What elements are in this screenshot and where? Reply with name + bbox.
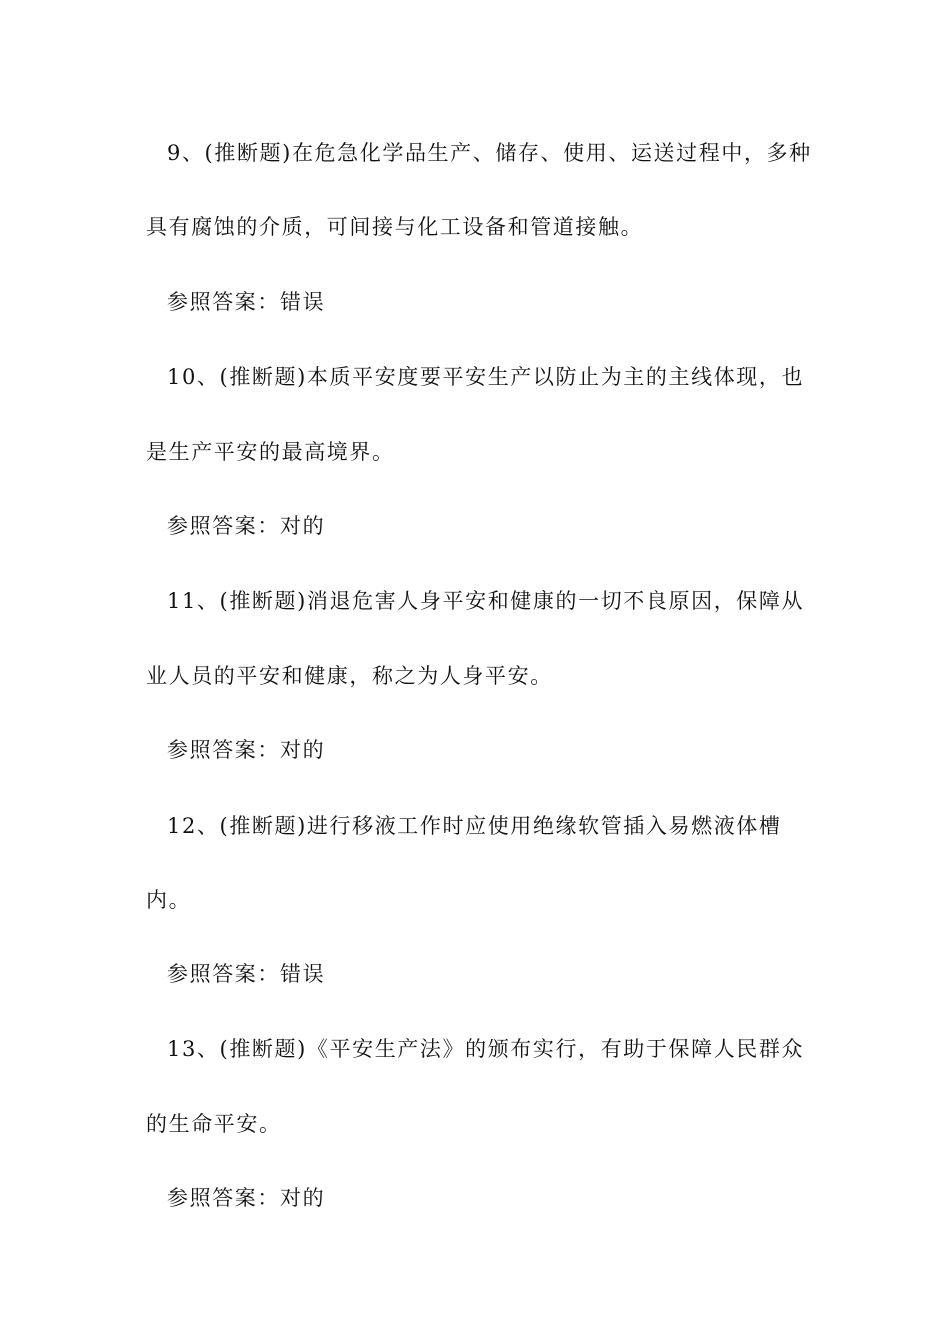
question-11-text-line-1: 11、(推断题)消退危害人身平安和健康的一切不良原因，保障从 [167,589,805,613]
question-11-text-line-2: 业人员的平安和健康，称之为人身平安。 [146,664,553,688]
question-10-text-line-2: 是生产平安的最高境界。 [146,440,395,464]
question-13-text-line-1: 13、(推断题)《平安生产法》的颁布实行，有助于保障人民群众 [167,1037,805,1061]
question-13-text-line-2: 的生命平安。 [146,1112,282,1136]
question-10-answer: 参照答案：对的 [167,514,326,538]
question-12-text-line-2: 内。 [146,888,192,912]
question-10-text-line-1: 10、(推断题)本质平安度要平安生产以防止为主的主线体现，也 [167,365,805,389]
question-9-text-line-2: 具有腐蚀的介质，可间接与化工设备和管道接触。 [146,215,644,239]
question-9-text-line-1: 9、(推断题)在危急化学品生产、储存、使用、运送过程中，多种 [167,141,812,165]
question-9-answer: 参照答案：错误 [167,290,326,314]
question-11-answer: 参照答案：对的 [167,738,326,762]
question-13-answer: 参照答案：对的 [167,1186,326,1210]
question-12-answer: 参照答案：错误 [167,962,326,986]
question-12-text-line-1: 12、(推断题)进行移液工作时应使用绝缘软管插入易燃液体槽 [167,814,782,838]
